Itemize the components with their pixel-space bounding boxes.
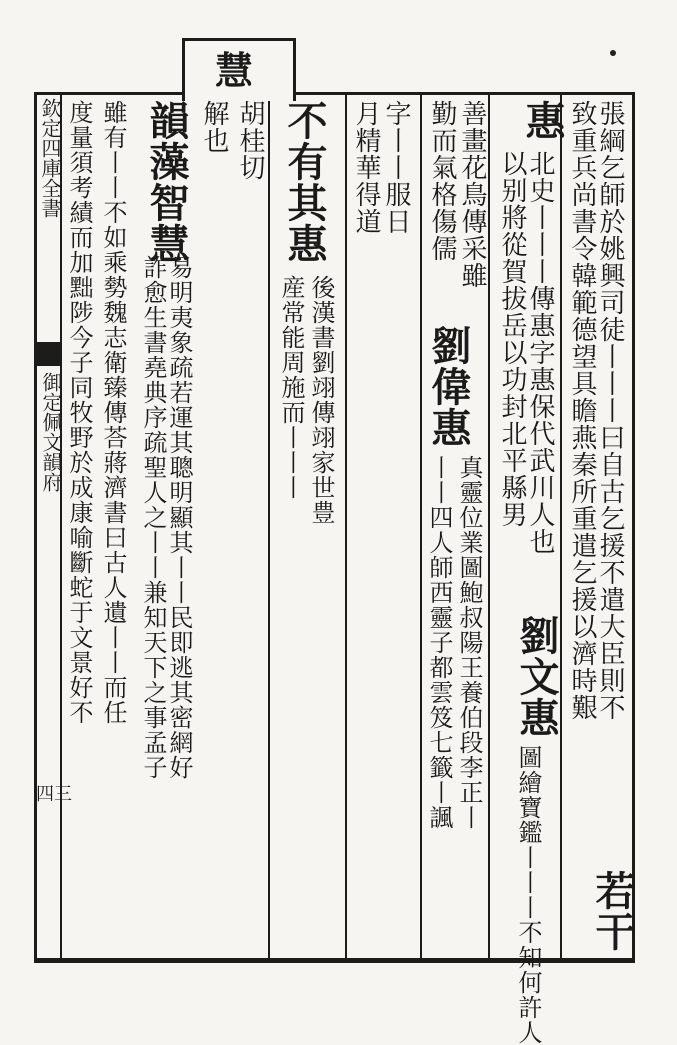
text-column: 字丨丨服日 (381, 100, 411, 235)
text-column: 後漢書劉翊傳翊家世豊 (307, 275, 335, 525)
entry-heading: 劉偉惠 (425, 325, 472, 448)
page-number: 四三 (36, 784, 72, 805)
column-divider (345, 92, 347, 960)
text-column: 善畫花鳥傳采雖 (457, 100, 487, 289)
text-column: 致重兵尚書令韓範德望具瞻燕秦所重遣乞援以濟時艱 (567, 100, 597, 721)
text-column: 張綱乞師於姚興司徒丨丨丨曰自古乞援不遣大臣則不 (595, 100, 625, 721)
text-column: 以别將從賀拔岳以功封北平縣男 (497, 150, 527, 528)
heading-character: 慧 (214, 48, 253, 93)
text-column: 圖繪寶鑑丨丨丨不知何許人 (514, 745, 542, 1045)
column-divider (60, 92, 62, 960)
text-column: 易明夷象疏若運其聰明顯其丨丨民即逃其密網好 (165, 255, 193, 780)
entry-heading: 韻藻智慧 (143, 100, 190, 264)
section-label: 御定佩文韻府 (39, 372, 63, 492)
entry-heading: 惠 (519, 100, 566, 141)
text-column: 度量須考績而加黜陟今子同牧野於成康喻斷蛇于文景好不 (65, 100, 93, 725)
text-column: 詐愈生書堯典序疏聖人之丨丨兼知天下之事孟子 (139, 255, 167, 780)
text-column: 解也 (199, 100, 229, 154)
text-column: 勤而氣格傷儒 (427, 100, 457, 262)
left-border (34, 92, 37, 962)
bottom-border (34, 958, 635, 963)
right-border (632, 92, 635, 962)
text-column: 雖有丨丨不如乘勢魏志衛臻傳荅蔣濟書曰古人遺丨丨而任 (99, 100, 127, 725)
entry-heading: 若干 (589, 870, 636, 952)
text-column: 丨丨四人師西靈子都雲笈七籤丨諷 (425, 455, 453, 830)
text-column: 北史丨丨丨傳惠字惠保代武川人也 (525, 150, 555, 555)
margin-mark (36, 342, 60, 366)
column-divider (420, 92, 422, 960)
column-divider (488, 92, 490, 960)
column-divider (560, 92, 562, 960)
top-border-right (288, 92, 633, 95)
column-divider (268, 92, 270, 960)
entry-heading: 劉文惠 (513, 615, 560, 738)
entry-heading: 不有其惠 (281, 100, 328, 264)
text-column: 胡桂切 (235, 100, 265, 181)
book-label: 欽定四庫全書 (38, 98, 62, 218)
ink-spot (610, 50, 616, 56)
top-border (34, 92, 184, 95)
text-column: 産常能周施而丨丨丨 (277, 275, 305, 500)
text-column: 真靈位業圖鮑叔陽王養伯段李正丨 (455, 455, 483, 830)
text-column: 月精華得道 (351, 100, 381, 235)
